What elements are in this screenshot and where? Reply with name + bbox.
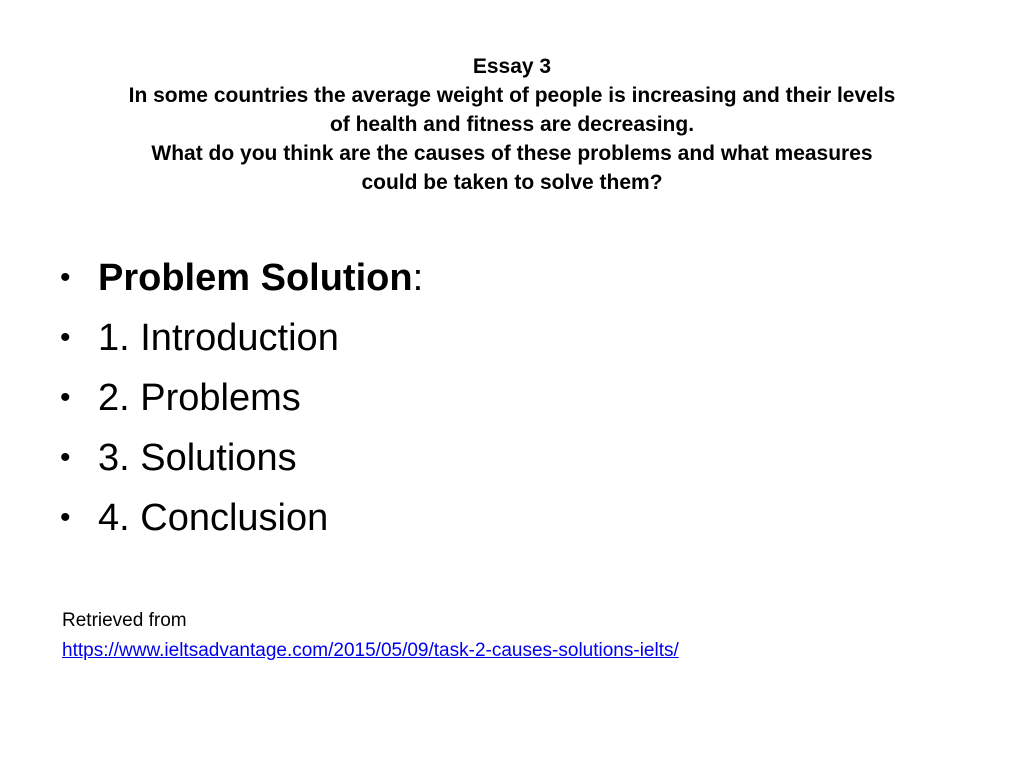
title-line-prompt-1: In some countries the average weight of people is increasing and their levels (128, 84, 896, 107)
bullet-list (60, 248, 423, 548)
bullet-item-conclusion (60, 488, 423, 548)
bullet-dot-icon: • (60, 381, 71, 414)
bullet-item-problems (60, 368, 423, 428)
bullet-item-introduction (60, 308, 423, 368)
bullet-item-solutions (60, 428, 423, 488)
title-line-question-1: What do you think are the causes of these problems and what measures (151, 142, 873, 165)
title-line-question-2: could be taken to solve them? (361, 171, 663, 194)
slide-title (40, 52, 984, 197)
bullet-dot-icon: • (60, 261, 71, 294)
bullet-item-heading (60, 248, 423, 308)
bullet-text: 1. Introduction (98, 317, 339, 359)
bullet-dot-icon: • (60, 321, 71, 354)
bullet-heading-colon: : (412, 257, 424, 299)
source-label: Retrieved from (62, 610, 187, 631)
bullet-text: 4. Conclusion (98, 497, 329, 539)
source-link[interactable]: https://www.ieltsadvantage.com/2015/05/09/task-2-causes-solutions-ielts/ (62, 640, 679, 661)
bullet-heading-text: Problem Solution (98, 257, 413, 299)
bullet-text: 3. Solutions (98, 437, 297, 479)
title-line-essay-number: Essay 3 (472, 55, 552, 78)
source-citation (62, 606, 679, 666)
bullet-text: 2. Problems (98, 377, 301, 419)
title-line-prompt-2: of health and fitness are decreasing. (329, 113, 695, 136)
bullet-dot-icon: • (60, 441, 71, 474)
bullet-dot-icon: • (60, 501, 71, 534)
